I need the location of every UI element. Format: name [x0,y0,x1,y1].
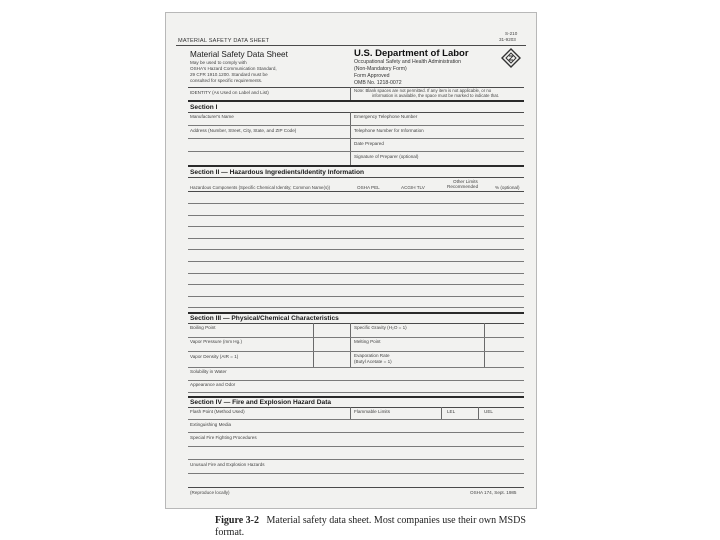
agency-line-1: Occupational Safety and Health Administration [354,59,461,65]
special-fire-label: Special Fire Fighting Procedures [190,435,257,440]
agency-line-4: OMB No. 1218-0072 [354,80,402,86]
vapor-density-label: Vapor Density (AIR = 1) [190,354,239,359]
osha-logo-icon [501,48,521,68]
other-limits-header-1: Other Limits [453,179,478,184]
figure-caption-text: Material safety data sheet. Most companies use their own MSDS format. [215,515,526,538]
form-title: Material Safety Data Sheet [190,50,288,59]
lel-label: LEL [447,409,456,414]
osha-pel-header: OSHA PEL [357,185,380,190]
section3-mid-divider [350,323,351,367]
ingredient-row-line [188,238,524,239]
section4-top-rule [188,396,524,398]
ingredient-row-line [188,203,524,204]
vapor-pressure-label: Vapor Pressure (mm Hg.) [190,339,242,344]
ingredient-row-line [188,226,524,227]
section3-row-line [188,351,524,352]
msds-form-sheet [165,12,537,509]
form-code-1: S-210 [505,31,518,36]
uel-label: UEL [484,409,493,414]
acgih-tlv-header: ACGIH TLV [401,185,425,190]
section1-rule [188,112,524,113]
osha-form-number: OSHA 174, Sept. 1985 [470,490,517,495]
figure-label: Figure 3-2 [215,515,259,526]
section4-row-line [188,459,524,460]
identity-divider [350,87,351,100]
agency-line-2: (Non-Mandatory Form) [354,66,407,72]
section4-divider-1 [350,407,351,419]
unusual-fire-label: Unusual Fire and Explosion Hazards [190,462,265,467]
section2-title: Section II — Hazardous Ingredients/Identity Information [190,169,365,176]
section4-divider-3 [478,407,479,419]
specific-gravity-label: Specific Gravity (H₂O = 1) [354,325,407,330]
note-line-1: Note: Blank spaces are not permitted. If any item is not applicable, or no [354,88,492,93]
section4-title: Section IV — Fire and Explosion Hazard Data [190,399,332,406]
section3-row-line [188,380,524,381]
section2-header-rule [188,191,524,192]
section3-row-line [188,367,524,368]
section3-rule [188,323,524,324]
solubility-label: Solubility in Water [190,369,227,374]
identity-label: IDENTITY (As Used on Label and List) [190,90,269,95]
section4-row-line [188,432,524,433]
other-limits-header-2: Recommended [447,184,479,189]
address-label: Address (Number, Street, City, State, and ZIP Code) [190,128,297,133]
melting-point-label: Melting Point [354,339,381,344]
components-header: Hazardous Components (Specific Chemical Identity; Common Name(s)) [190,185,331,190]
section2-top-rule [188,165,524,167]
section1-top-rule [188,100,524,102]
section4-row-line [188,473,524,474]
ingredient-row-line [188,284,524,285]
header-rule [176,45,526,46]
section3-left-divider [313,323,314,367]
section3-row-line [188,337,524,338]
section3-right-divider [484,323,485,367]
appearance-label: Appearance and Odor [190,382,236,387]
form-code-2: 31-9203 [499,37,516,42]
sheet-header-title: MATERIAL SAFETY DATA SHEET [178,38,270,44]
section1-title: Section I [190,104,218,111]
purpose-line-3: 29 CFR 1910.1200. Standard must be [190,72,268,77]
ingredient-row-line [188,249,524,250]
reproduce-locally: (Reproduce locally) [190,490,230,495]
section2-rule [188,177,524,178]
ingredient-row-line [188,215,524,216]
extinguishing-label: Extinguishing Media [190,422,232,427]
agency-title: U.S. Department of Labor [354,48,469,59]
purpose-line-1: May be used to comply with [190,60,247,65]
flammable-limits-label: Flammable Limits [354,409,390,414]
section1-row-line [188,151,524,152]
agency-line-3: Form Approved [354,73,390,79]
note-line-2: information is available, the space must be marked to indicate that. [372,93,500,98]
section4-rule [188,407,524,408]
section3-title: Section III — Physical/Chemical Characteristics [190,315,339,322]
section1-row-line [188,125,524,126]
section4-row-line [188,446,524,447]
section4-divider-2 [441,407,442,419]
evaporation-rate-label-1: Evaporation Rate [354,353,390,358]
info-phone-label: Telephone Number for Information [354,128,424,133]
section3-row-line [188,392,524,393]
section3-top-rule [188,312,524,314]
percent-header: % (optional) [495,185,520,190]
manufacturer-label: Manufacturer's Name [190,114,234,119]
emergency-phone-label: Emergency Telephone Number [354,114,418,119]
section4-row-line [188,419,524,420]
evaporation-rate-label-2: (Butyl Acetate = 1) [354,359,392,364]
ingredient-row-line [188,296,524,297]
date-prepared-label: Date Prepared [354,141,384,146]
ingredient-row-line [188,273,524,274]
flash-point-label: Flash Point (Method Used) [190,409,245,414]
ingredient-row-line [188,307,524,308]
purpose-line-4: consulted for specific requirements. [190,78,263,83]
ingredient-row-line [188,261,524,262]
boiling-point-label: Boiling Point [190,325,216,330]
purpose-line-2: OSHA's Hazard Communication Standard, [190,66,277,71]
signature-label: Signature of Preparer (optional) [354,154,419,159]
section1-row-line [188,138,524,139]
figure-caption [215,515,545,539]
form-bottom-rule [188,487,524,488]
